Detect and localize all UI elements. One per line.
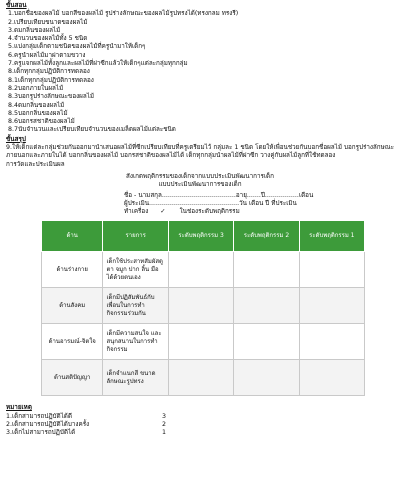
level-3-cell[interactable] bbox=[168, 360, 233, 396]
table-row bbox=[42, 288, 365, 324]
level-3-cell[interactable] bbox=[168, 288, 233, 324]
domain-cell: ด้านร่างกาย bbox=[42, 252, 103, 288]
summary-section bbox=[6, 136, 394, 169]
step-item: 3.ดมกลิ่นของผลไม้ bbox=[8, 26, 61, 34]
item-cell: เด็กใช้ประสาทสัมผัสดู ตา จมูก ปาก ลิ้น มือ ได้ด้วยตนเอง bbox=[103, 252, 169, 288]
teaching-steps-heading: ขั้นสอน bbox=[6, 2, 27, 9]
legend-row bbox=[6, 429, 176, 437]
step-item: 2.เปรียบเทียบขนาดของผลไม้ bbox=[8, 18, 88, 26]
legend-score: 1 bbox=[162, 429, 167, 437]
legend-heading: หมายเหตุ bbox=[6, 404, 32, 412]
column-header-domain: ด้าน bbox=[42, 221, 103, 252]
summary-heading: ขั้นสรุป bbox=[6, 135, 26, 143]
step-item: 1.บอกชื่อของผลไม้ บอกสีของผลไม้ รูปร่างลักษณะของผลไม้รูปทรงได้(ทรงกลม ทรงรี) bbox=[8, 10, 239, 18]
step-item: 8.7นับจำนวนและเปรียบเทียบจำนวนของเมล็ดผลไม้แต่ละชนิด bbox=[8, 126, 176, 134]
assessment-form bbox=[6, 173, 394, 396]
table-row bbox=[42, 252, 365, 288]
step-item: 8.1เด็กทุกกลุ่มปฏิบัติการทดลอง bbox=[8, 76, 94, 84]
step-item: 8.3บอกรูปร่างลักษณะของผลไม้ bbox=[8, 93, 95, 101]
column-header-level-1: ระดับพฤติกรรม 1 bbox=[299, 221, 364, 252]
form-fields bbox=[124, 192, 384, 217]
level-1-cell[interactable] bbox=[299, 288, 364, 324]
summary-paragraph: 9.ให้เด็กแต่ละกลุ่มช่วยกันออกมานำเสนอผลไม้ที่ซีกเปรียบเทียบที่ครูเตรียมไว้ กลุ่มละ 1 ชนิด โดยให้เพื่อนช่วยกันบอกชื่อผลไม้ บอกรูปร่างลักษณะภายนอกและภายในได้ บอกกลิ่นของผลไม้ บอกรสชาติของผลไม้ได้ เด็กทุกกลุ่มนำผลไม้ที่ผ่าซีก วางคู่กับผลไม้ลูกที่ใช้ทดลอง bbox=[6, 144, 394, 160]
level-2-cell[interactable] bbox=[234, 288, 299, 324]
check-instruction-pre: ทำเครื่อง bbox=[124, 208, 149, 216]
check-instruction-post: ในช่องระดับพฤติกรรม bbox=[179, 208, 240, 216]
item-cell: เด็กมีความสนใจ และสนุกสนานในการทำกิจกรรม bbox=[103, 324, 169, 360]
level-1-cell[interactable] bbox=[299, 360, 364, 396]
name-field: ชื่อ - นามสกุล.....................................อายุ.......ปี.................เดือน bbox=[124, 191, 314, 199]
level-3-cell[interactable] bbox=[168, 252, 233, 288]
column-header-item: รายการ bbox=[103, 221, 169, 252]
legend-row bbox=[6, 413, 176, 421]
form-subtitle: แบบประเมินพัฒนาการของเด็ก bbox=[158, 181, 242, 189]
table-row bbox=[42, 360, 365, 396]
step-item: 8.5บอกกลิ่นของผลไม้ bbox=[8, 109, 68, 117]
teaching-steps-section bbox=[6, 2, 394, 135]
step-item: 8.6บอกรสชาติของผลไม้ bbox=[8, 118, 75, 126]
level-2-cell[interactable] bbox=[234, 360, 299, 396]
step-item: 8.4ดมกลิ่นของผลไม้ bbox=[8, 101, 65, 109]
level-2-cell[interactable] bbox=[234, 252, 299, 288]
assessor-field: ผู้ประเมิน.............................................วัน เดือน ปี ที่ประเมิน bbox=[124, 199, 297, 207]
legend-text: 1.เด็กสามารถปฏิบัติได้ดี bbox=[6, 412, 72, 420]
item-cell: เด็กมีปฏิสัมพันธ์กับเพื่อนในการทำกิจกรรมร่วมกัน bbox=[103, 288, 169, 324]
form-title: สังเกตพฤติกรรมของเด็กจากแบบประเมินพัฒนาการเด็ก bbox=[126, 172, 274, 180]
step-item: 6.ครูนำผลไม้มาผ่าตามขวาง bbox=[8, 51, 86, 59]
level-1-cell[interactable] bbox=[299, 324, 364, 360]
legend-text: 2.เด็กสามารถปฏิบัติได้บางครั้ง bbox=[6, 421, 90, 429]
level-2-cell[interactable] bbox=[234, 324, 299, 360]
item-cell: เด็กจำแนกสี ขนาด ลักษณะรูปทรง bbox=[103, 360, 169, 396]
legend-section bbox=[6, 404, 394, 437]
level-3-cell[interactable] bbox=[168, 324, 233, 360]
legend-text: 3.เด็กไม่สามารถปฏิบัติได้ bbox=[6, 429, 76, 437]
evaluation-heading: การวัดและประเมินผล bbox=[6, 160, 65, 168]
step-item: 5.แบ่งกลุ่มเด็กตามชนิดของผลไม้ที่ครูนำมาให้เด็กๆ bbox=[8, 43, 146, 51]
column-header-level-3: ระดับพฤติกรรม 3 bbox=[168, 221, 233, 252]
checkmark-icon: ✓ bbox=[160, 208, 166, 216]
legend-score: 3 bbox=[162, 412, 167, 420]
table-row bbox=[42, 324, 365, 360]
domain-cell: ด้านสติปัญญา bbox=[42, 360, 103, 396]
step-item: 7.ครูแจกผลไม้ทั้งลูกและผลไม้ที่ผ่าซีกแล้วให้เด็กๆแต่ละกลุ่มทุกกลุ่ม bbox=[8, 60, 188, 68]
column-header-level-2: ระดับพฤติกรรม 2 bbox=[234, 221, 299, 252]
domain-cell: ด้านสังคม bbox=[42, 288, 103, 324]
legend-score: 2 bbox=[162, 421, 167, 429]
step-item: 8.เด็กทุกกลุ่มปฏิบัติการทดลอง bbox=[8, 68, 90, 76]
step-item: 8.2บอกภายในผลไม้ bbox=[8, 84, 64, 92]
assessment-table bbox=[41, 220, 365, 396]
check-instruction bbox=[124, 208, 384, 216]
table-header-row bbox=[42, 221, 365, 252]
step-item: 4.จำนวนของผลไม้ทั้ง 5 ชนิด bbox=[8, 35, 88, 43]
domain-cell: ด้านอารมณ์-จิตใจ bbox=[42, 324, 103, 360]
level-1-cell[interactable] bbox=[299, 252, 364, 288]
